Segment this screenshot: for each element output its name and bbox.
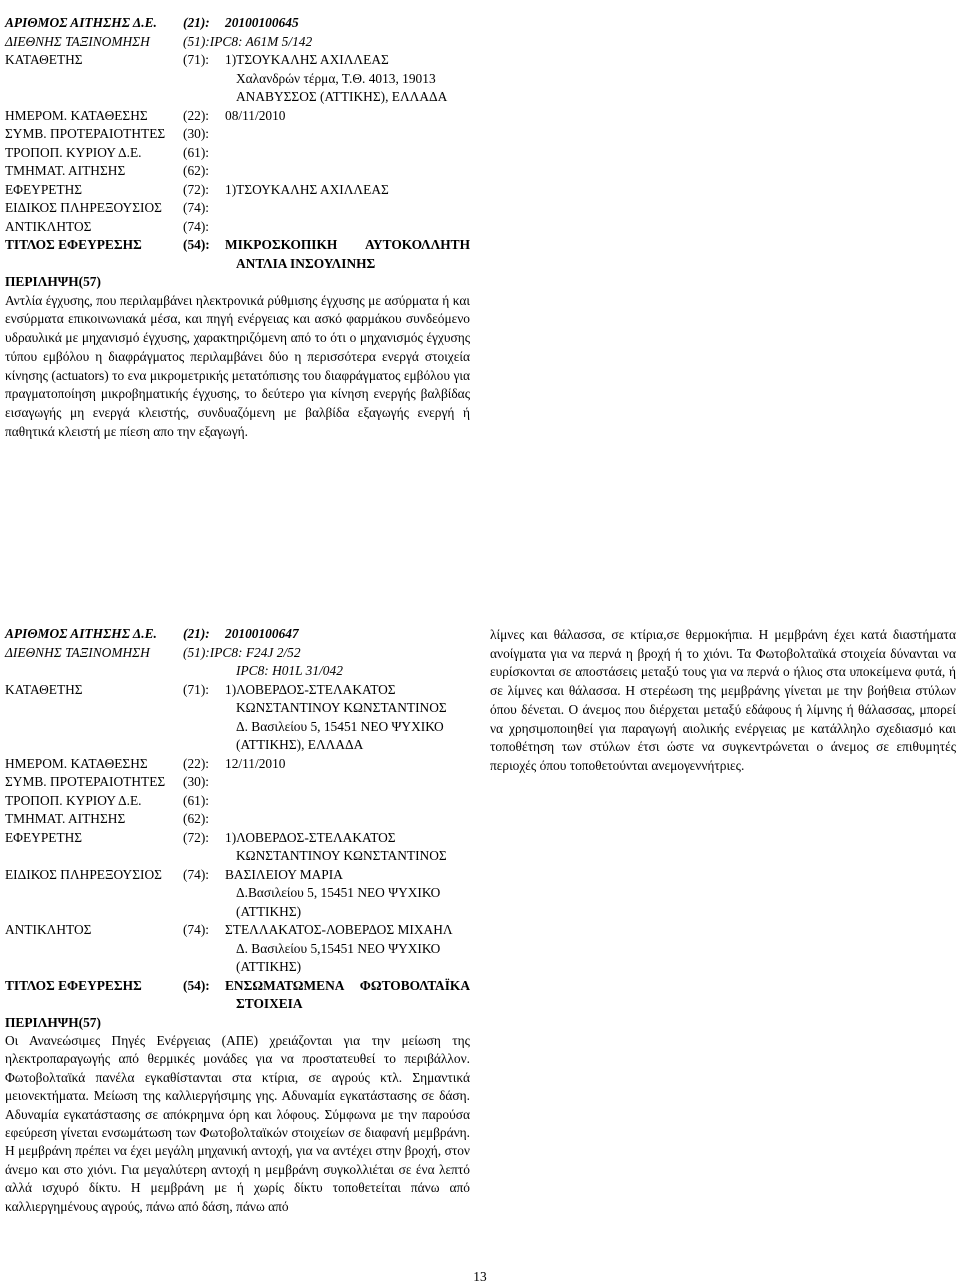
applicant-line: ΚΩΝΣΤΑΝΤΙΝΟΥ ΚΩΝΣΤΑΝΤΙΝΟΣ — [236, 700, 447, 715]
page-number: 13 — [473, 1269, 487, 1284]
filing-date-value: 08/11/2010 — [225, 107, 286, 123]
abstract-heading: ΠΕΡΙΛΗΨΗ(57) — [5, 1014, 101, 1030]
agent-line: (ΑΤΤΙΚΗΣ) — [236, 959, 302, 974]
application-number-code: (21): — [183, 15, 210, 30]
attorney-line: Δ.Βασιλείου 5, 15451 ΝΕΟ ΨΥΧΙΚΟ — [236, 885, 441, 900]
divisional-code: (62): — [183, 163, 210, 178]
applicant-line: Χαλανδρών τέρμα, Τ.Θ. 4013, 19013 — [236, 70, 436, 86]
application-number-row — [5, 14, 470, 33]
title-line-2: ΣΤΟΙΧΕΙΑ — [236, 996, 303, 1011]
title-label: ΤΙΤΛΟΣ ΕΦΕΥΡΕΣΗΣ — [5, 977, 142, 993]
priority-code: (30): — [183, 126, 210, 141]
applicant-row — [5, 51, 470, 70]
title-word-1: ΕΝΣΩΜΑΤΩΜΕΝΑ — [225, 977, 345, 993]
application-number-code: (21): — [183, 626, 210, 641]
title-word-2: ΑΥΤΟΚΟΛΛΗΤΗ — [365, 237, 470, 252]
divisional-code: (62): — [183, 811, 210, 826]
agent-address-row — [5, 940, 470, 959]
ipc-value: (51):IPC8: A61M 5/142 — [183, 33, 313, 49]
abstract-text: Αντλία έγχυσης, που περιλαμβάνει ηλεκτρονικά ρύθμισης έγχυσης με ασύρματα ή και ενσύρματα επικοινωνιακά μέσα, και πηγή ενέργειας και ασκό φαρμάκου συνδεόμενο υδραυλικά με μηχανισμό έγχυσης, χαρακτηριζόμενη από το ότι ο μηχανισμός έγχυσης τύπου εμβόλου η διαφράγματος περιλαμβάνει δύο η περισσότερα ενεργά στοιχεία κίνησης (actuators) το ενα μικρομετρικής μετατόπισης του διαφράγματος εμβόλου για πραγματοποίηση μικροβηματικής έγχυσης, το δεύτερο για κίνηση ενεργής βαλβίδας εισαγωγής μη ενεργά κλειστής, συνδυαζόμενη με βαλβίδα εξαγωγής ενεργή ή παθητικά κλειστή με πίεση απο την εξαγωγή. — [5, 292, 470, 440]
agent-label: ΑΝΤΙΚΛΗΤΟΣ — [5, 218, 92, 234]
title-word-1: ΜΙΚΡΟΣΚΟΠΙΚΗ — [225, 237, 338, 252]
attorney-row — [5, 866, 470, 885]
ipc-row — [5, 33, 470, 52]
ipc-row — [5, 644, 470, 663]
attorney-line: ΒΑΣΙΛΕΙΟΥ ΜΑΡΙΑ — [225, 866, 343, 882]
application-number-label: ΑΡΙΘΜΟΣ ΑΙΤΗΣΗΣ Δ.Ε. — [5, 626, 157, 641]
title-row — [5, 236, 470, 255]
applicant-line: (ΑΤΤΙΚΗΣ), ΕΛΛΑΔΑ — [236, 737, 364, 752]
applicant-label: ΚΑΤΑΘΕΤΗΣ — [5, 52, 83, 67]
applicant-code: (71): — [183, 52, 210, 67]
patent-entry-1 — [5, 14, 470, 442]
agent-row — [5, 218, 470, 237]
modification-label: ΤΡΟΠΟΠ. ΚΥΡΙΟΥ Δ.Ε. — [5, 144, 142, 160]
filing-date-label: ΗΜΕΡΟΜ. ΚΑΤΑΘΕΣΗΣ — [5, 755, 148, 771]
modification-label: ΤΡΟΠΟΠ. ΚΥΡΙΟΥ Δ.Ε. — [5, 792, 142, 808]
filing-date-row — [5, 755, 470, 774]
attorney-line: (ΑΤΤΙΚΗΣ) — [236, 903, 302, 919]
ipc-value: (51):IPC8: F24J 2/52 — [183, 644, 301, 660]
agent-address-row — [5, 958, 470, 977]
ipc-row-2 — [5, 662, 470, 681]
applicant-address-row — [5, 736, 470, 755]
inventor-line: ΚΩΝΣΤΑΝΤΙΝΟΥ ΚΩΝΣΤΑΝΤΙΝΟΣ — [236, 848, 447, 863]
agent-row — [5, 921, 470, 940]
abstract-text: Οι Ανανεώσιμες Πηγές Ενέργειας (ΑΠΕ) χρειάζονται για την μείωση της ηλεκτροπαραγωγής από θερμικές μονάδες για να προστατευθεί το περιβάλλον. Φωτοβολταϊκά πανέλα εγκαθίστανται στα κτίρια, σε αγρούς κτλ. Σημαντικά μειονεκτήματα. Μείωση της καλλιεργήσιμης γης. Αδυναμία εγκατάστασης σε δάση. Αδυναμία εγκατάστασης σε απόκρημνα όρη και λόφους. Σύμφωνα με την παρούσα εφεύρεση γίνεται ενσωμάτωση των Φωτοβολταϊκών στοιχείων σε διαφανή μεμβράνη. Η μεμβράνη πρέπει να έχει μεγάλη μηχανική αντοχή, για να αντέχει στην βροχή, στον άνεμο και στο χιόνι. Για μεγαλύτερη αντοχή η μεμβράνη συγκολλιέται σε ένα λεπτό αλλά ισχυρό δίκτυ. Η μεμβράνη με ή χωρίς δίκτυ τοποθετείται πάνω από καλλιεργημένους αγρούς, πάνω από δάση, πάνω από — [5, 1033, 470, 1214]
divisional-row — [5, 162, 470, 181]
filing-date-label: ΗΜΕΡΟΜ. ΚΑΤΑΘΕΣΗΣ — [5, 107, 148, 123]
applicant-code: (71): — [183, 681, 210, 697]
priority-row — [5, 773, 470, 792]
priority-label: ΣΥΜΒ. ΠΡΟΤΕΡΑΙΟΤΗΤΕΣ — [5, 126, 166, 141]
applicant-line: 1)ΤΣΟΥΚΑΛΗΣ ΑΧΙΛΛΕΑΣ — [225, 52, 389, 67]
attorney-address-row — [5, 903, 470, 922]
agent-line: Δ. Βασιλείου 5,15451 ΝΕΟ ΨΥΧΙΚΟ — [236, 940, 441, 956]
priority-label: ΣΥΜΒ. ΠΡΟΤΕΡΑΙΟΤΗΤΕΣ — [5, 774, 166, 789]
attorney-row — [5, 199, 470, 218]
title-code: (54): — [183, 977, 210, 993]
ipc-label: ΔΙΕΘΝΗΣ ΤΑΞΙΝΟΜΗΣΗ — [5, 33, 150, 49]
abstract-heading: ΠΕΡΙΛΗΨΗ(57) — [5, 274, 101, 289]
title-code: (54): — [183, 237, 210, 252]
abstract-continuation-text: λίμνες και θάλασσα, σε κτίρια,σε θερμοκήπια. Η μεμβράνη έχει κατά διαστήματα ανοίγματα για να περνά η βροχή ή το χιόνι. Τα Φωτοβολταϊκά στοιχεία δύνανται να ευρίσκονται σε αποστάσεις μεταξύ τους για να περνά ο ήλιος στα υποκείμενα φυτά, ή σε λίμνες και θάλασσα. Η στερέωση της μεμβράνης γίνεται με την βοήθεια στύλων όπου δένεται. Ο άνεμος που διέρχεται μεταξύ εδάφους ή λίμνης ή θάλασσας, μπορεί να χρησιμοποιηθεί για παραγωγή αιολικής ενέργειας με κατάλληλο σχεδιασμό και τοποθέτηση των στύλων έτσι ώστε να συγκεντρώνεται ο άνεμος σε επιθυμητές περιοχές όπου τοποθετούνται ανεμογεννήτριες. — [490, 627, 956, 773]
inventor-row — [5, 829, 470, 848]
agent-label: ΑΝΤΙΚΛΗΤΟΣ — [5, 922, 92, 937]
divisional-label: ΤΜΗΜΑΤ. ΑΙΤΗΣΗΣ — [5, 163, 126, 178]
filing-date-code: (22): — [183, 107, 210, 123]
modification-code: (61): — [183, 144, 210, 160]
attorney-label: ΕΙΔΙΚΟΣ ΠΛΗΡΕΞΟΥΣΙΟΣ — [5, 866, 162, 882]
patent-entry-2 — [5, 625, 470, 1216]
applicant-address-row — [5, 699, 470, 718]
applicant-address-row — [5, 70, 470, 89]
applicant-line: ΑΝΑΒΥΣΣΟΣ (ΑΤΤΙΚΗΣ), ΕΛΛΑΔΑ — [236, 89, 448, 104]
application-number-value: 20100100645 — [225, 15, 299, 30]
title-row — [5, 977, 470, 996]
title-word-2: ΦΩΤΟΒΟΛΤΑΪΚΑ — [359, 977, 470, 993]
applicant-address-row — [5, 718, 470, 737]
applicant-line: 1)ΛΟΒΕΡΔΟΣ-ΣΤΕΛΑΚΑΤΟΣ — [225, 681, 396, 697]
abstract-continuation-column — [490, 626, 956, 776]
filing-date-value: 12/11/2010 — [225, 755, 286, 771]
divisional-label: ΤΜΗΜΑΤ. ΑΙΤΗΣΗΣ — [5, 811, 126, 826]
ipc-value-2: IPC8: H01L 31/042 — [236, 663, 343, 678]
modification-code: (61): — [183, 792, 210, 808]
attorney-code: (74): — [183, 866, 210, 882]
title-line-2: ΑΝΤΛΙΑ ΙΝΣΟΥΛΙΝΗΣ — [236, 255, 376, 271]
attorney-label: ΕΙΔΙΚΟΣ ΠΛΗΡΕΞΟΥΣΙΟΣ — [5, 200, 162, 215]
ipc-label: ΔΙΕΘΝΗΣ ΤΑΞΙΝΟΜΗΣΗ — [5, 644, 150, 660]
applicant-row — [5, 681, 470, 700]
filing-date-row — [5, 107, 470, 126]
applicant-label: ΚΑΤΑΘΕΤΗΣ — [5, 681, 83, 697]
modification-row — [5, 144, 470, 163]
agent-code: (74): — [183, 922, 210, 937]
application-number-label: ΑΡΙΘΜΟΣ ΑΙΤΗΣΗΣ Δ.Ε. — [5, 15, 157, 30]
title-label: ΤΙΤΛΟΣ ΕΦΕΥΡΕΣΗΣ — [5, 237, 142, 252]
inventor-code: (72): — [183, 181, 210, 197]
application-number-value: 20100100647 — [225, 626, 299, 641]
inventor-label: ΕΦΕΥΡΕΤΗΣ — [5, 829, 83, 845]
inventor-code: (72): — [183, 829, 210, 845]
priority-code: (30): — [183, 774, 210, 789]
priority-row — [5, 125, 470, 144]
inventor-row — [5, 181, 470, 200]
title-continuation-row — [5, 995, 470, 1014]
application-number-row — [5, 625, 470, 644]
attorney-code: (74): — [183, 200, 210, 215]
title-continuation-row — [5, 255, 470, 274]
agent-line: ΣΤΕΛΛΑΚΑΤΟΣ-ΛΟΒΕΡΔΟΣ ΜΙΧΑΗΛ — [225, 922, 453, 937]
divisional-row — [5, 810, 470, 829]
attorney-address-row — [5, 884, 470, 903]
applicant-address-row — [5, 88, 470, 107]
inventor-continuation-row — [5, 847, 470, 866]
agent-code: (74): — [183, 218, 210, 234]
applicant-line: Δ. Βασιλείου 5, 15451 ΝΕΟ ΨΥΧΙΚΟ — [236, 718, 444, 734]
inventor-value: 1)ΤΣΟΥΚΑΛΗΣ ΑΧΙΛΛΕΑΣ — [225, 181, 389, 197]
inventor-line: 1)ΛΟΒΕΡΔΟΣ-ΣΤΕΛΑΚΑΤΟΣ — [225, 829, 396, 845]
modification-row — [5, 792, 470, 811]
filing-date-code: (22): — [183, 755, 210, 771]
inventor-label: ΕΦΕΥΡΕΤΗΣ — [5, 181, 83, 197]
